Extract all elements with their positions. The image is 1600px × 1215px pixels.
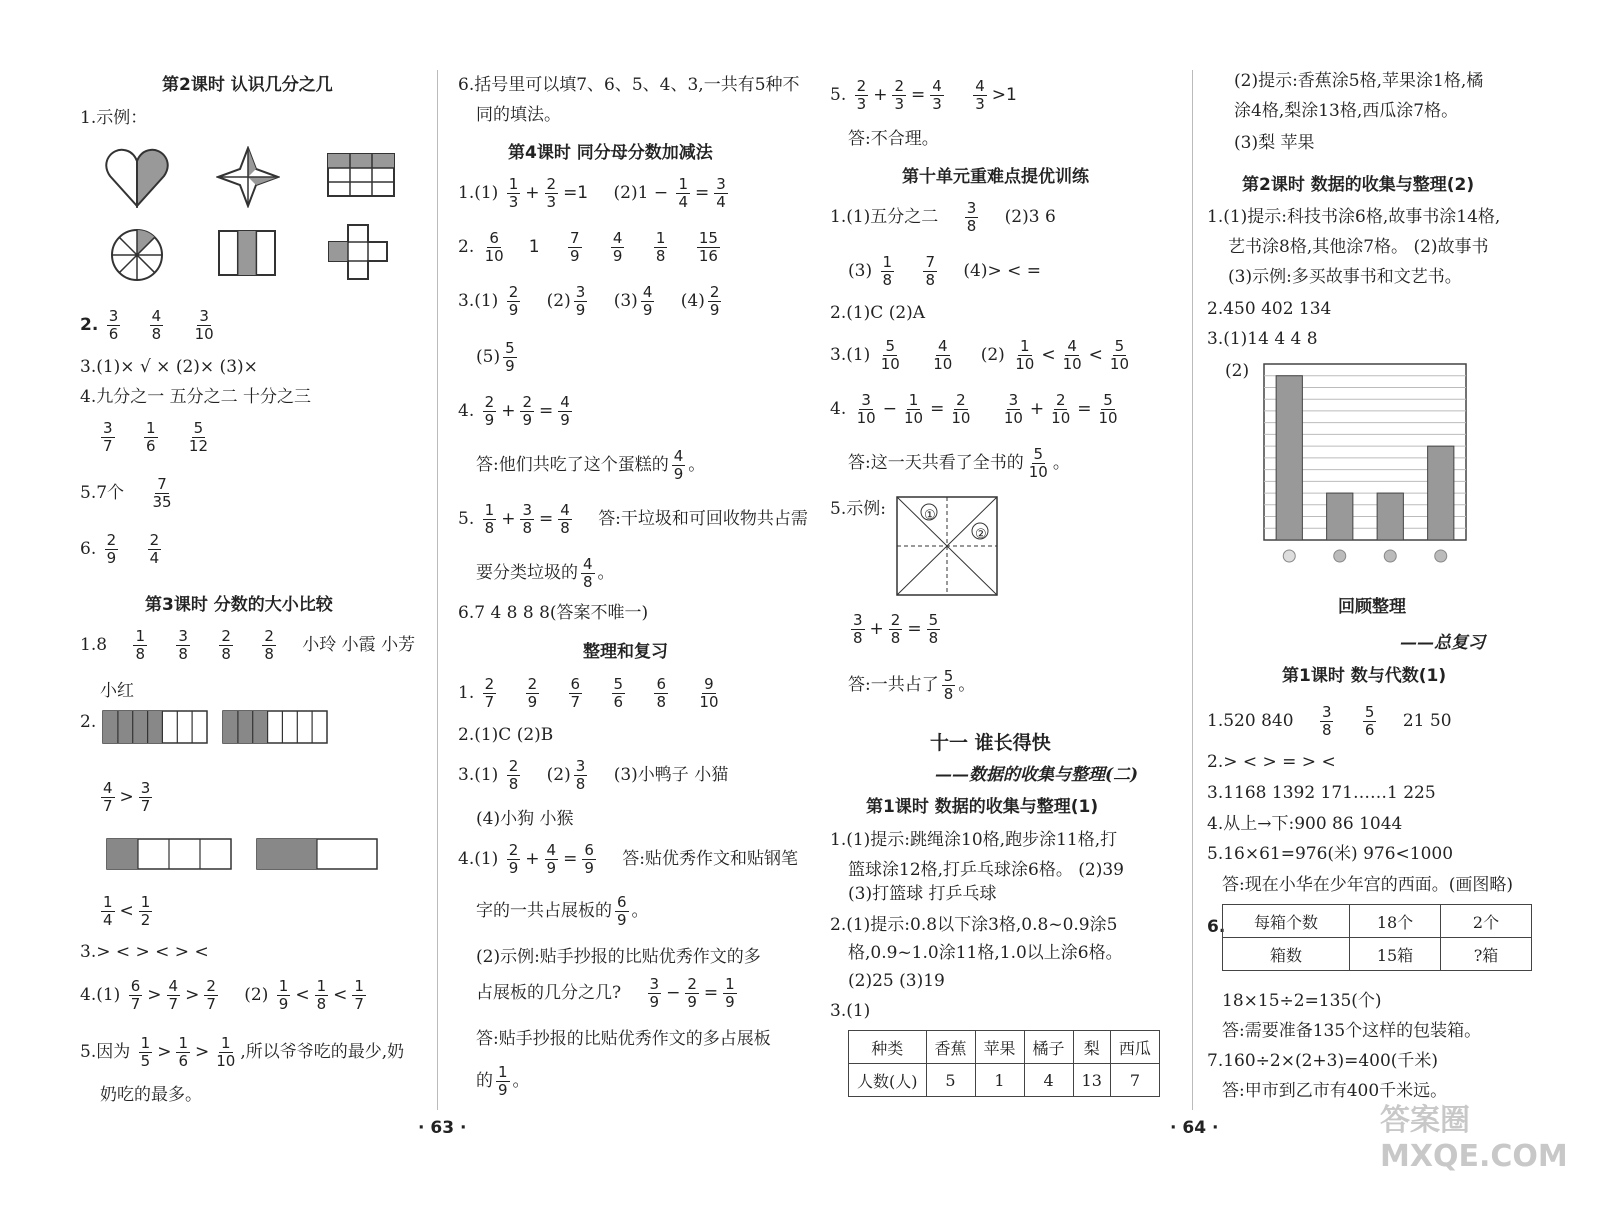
l3-q5-c: 奶吃的最多。	[100, 1085, 202, 1105]
r-q1-label: 1.	[458, 683, 475, 703]
c1-line1: 1.(1)提示:跳绳涂10格,跑步涂11格,打	[830, 830, 1118, 850]
grid-shape	[327, 153, 395, 197]
r7-ans: 答:甲市到乙市有400千米远。	[1222, 1081, 1448, 1101]
r-q4-ans: 答:贴优秀作文和贴钢笔	[622, 849, 798, 869]
l3-q2-compare-b: $\frac{1}{4}$ < $\frac{1}{2}$	[103, 893, 151, 929]
c4-t2: 涂4格,梨涂13格,西瓜涂7格。	[1234, 101, 1459, 121]
q4-line: 4.九分之一 五分之二 十分之三	[80, 387, 312, 407]
l2-q2: 2.450 402 134	[1207, 299, 1332, 319]
r-q4-label: 4.(1)	[458, 849, 499, 869]
l4-q3-e: (5) $\frac{5}{9}$	[476, 339, 515, 375]
l3-q5-a: 5.因为	[80, 1042, 131, 1062]
r6-calc: 18×15÷2=135(个)	[1222, 991, 1382, 1011]
l3-q5: 5.因为 $\frac{1}{5}$ > $\frac{1}{6}$ > $\frac{1}{10}$ ,所以爷爷吃的最少,奶	[80, 1034, 405, 1070]
l4-q3-label: 3.(1)	[458, 291, 499, 311]
l4-q3-d: (4)	[680, 291, 705, 311]
c1-line3: (3)打篮球 打乒乓球	[848, 884, 997, 904]
table-cell: 5	[926, 1064, 975, 1097]
chapter-11-title: 十一 谁长得快	[930, 732, 1051, 754]
u4-label: 4.	[830, 399, 847, 419]
table-cell: 18个	[1350, 905, 1441, 938]
r-q4-answer: 字的一共占展板的 $\frac{6}{9}$ 。	[476, 893, 649, 929]
table-cell: ?箱	[1441, 938, 1532, 971]
r7: 7.160÷2×(2+3)=400(千米)	[1207, 1051, 1439, 1071]
review-title: 整理和复习	[583, 642, 668, 662]
r-q3-mid: (2)	[546, 765, 571, 785]
circle-two-label: ②	[975, 527, 987, 542]
r-q2: 2.(1)C (2)B	[458, 725, 554, 745]
u5-label: 5.示例:	[830, 499, 886, 519]
r1-a: 1.520 840	[1207, 711, 1294, 731]
weather-bar-chart	[1262, 362, 1472, 572]
c2-line3: (2)25 (3)19	[848, 971, 945, 991]
u5-answer: 答:一共占了 $\frac{5}{8}$ 。	[848, 667, 976, 703]
l3-q2-compare-a: $\frac{4}{7}$ > $\frac{3}{7}$	[103, 779, 151, 815]
u5-ans: 答:一共占了	[848, 675, 939, 695]
c3-q5-label: 5.	[830, 85, 847, 105]
lesson3-title: 第3课时 分数的大小比较	[145, 595, 333, 615]
l4-q3: 3.(1) $\frac{2}{9}$ (2) $\frac{3}{9}$ (3) $\frac{4}{9}$ (4) $\frac{2}{9}$	[458, 283, 720, 319]
fraction-bar-a	[102, 710, 208, 744]
table-row	[1223, 938, 1532, 971]
u1-row2: (3) $\frac{1}{8}$ $\frac{7}{8}$ (4)> < =	[848, 253, 1042, 289]
l4-q5: 5. $\frac{1}{8}$ + $\frac{3}{8}$ = $\frac{4}{8}$ 答:干垃圾和可回收物共占需	[458, 501, 808, 537]
box-table	[1222, 904, 1532, 971]
r-q3: 3.(1) $\frac{2}{8}$ (2) $\frac{3}{8}$ (3)小鸭子 小猫	[458, 757, 729, 793]
l4-q5-answer: 要分类垃圾的 $\frac{4}{8}$ 。	[476, 555, 615, 591]
table-cell: 箱数	[1223, 938, 1350, 971]
c3-label: 3.(1)	[830, 1001, 871, 1021]
r-q4-3: 占展板的几分之几? $\frac{3}{9}$ − $\frac{2}{9}$ = $\frac{1}{9}$	[476, 975, 735, 1011]
table-cell: 7	[1110, 1064, 1159, 1097]
r-q1: 1. $\frac{2}{7}$ $\frac{2}{9}$ $\frac{6}{7}$ $\frac{5}{6}$ $\frac{6}{8}$ $\frac{9}{10}$	[458, 675, 719, 711]
l2-q3: 3.(1)14 4 4 8	[1207, 329, 1318, 349]
l4-q5-label: 5.	[458, 509, 475, 529]
u1-c: (3)	[848, 261, 873, 281]
sun-icon	[1283, 550, 1295, 562]
page-number-right: · 64 ·	[1170, 1118, 1219, 1138]
table-cell: 种类	[849, 1031, 927, 1064]
l3-q1-names: 小玲 小霞 小芳	[302, 635, 416, 655]
l2-line1: 1.(1)提示:科技书涂6格,故事书涂14格,	[1207, 207, 1501, 227]
r6-ans: 答:需要准备135个这样的包装箱。	[1222, 1021, 1482, 1041]
l4-q2: 2. $\frac{6}{10}$ 1 $\frac{7}{9}$ $\frac{4}{9}$ $\frac{1}{8}$ $\frac{15}{16}$	[458, 229, 718, 265]
c2-line2: 格,0.9~1.0涂11格,1.0以上涂6格。	[848, 943, 1123, 963]
table-cell: 梨	[1073, 1031, 1110, 1064]
table-cell: 橘子	[1024, 1031, 1073, 1064]
u4: 4. $\frac{3}{10}$ − $\frac{1}{10}$ = $\frac{2}{10}$ $\frac{3}{10}$ + $\frac{2}{10}$ = $\frac{5}{10}$	[830, 391, 1118, 427]
r-q4-5: 的 $\frac{1}{9}$ 。	[476, 1063, 530, 1099]
u3-label: 3.(1)	[830, 345, 871, 365]
r-l1-title: 第1课时 数与代数(1)	[1282, 666, 1447, 686]
l4-q1-label: 1.(1)	[458, 183, 499, 203]
lesson2-title: 第2课时 认识几分之几	[162, 75, 333, 95]
table-cell: 15箱	[1350, 938, 1441, 971]
page-number-left: · 63 ·	[418, 1118, 467, 1138]
rain-icon	[1384, 550, 1396, 562]
fraction-bar-b	[222, 710, 328, 744]
fraction-bar-d	[256, 838, 378, 870]
u5-equation: $\frac{3}{8}$ + $\frac{2}{8}$ = $\frac{5}{8}$	[853, 611, 939, 647]
fraction: $\frac{4}{8}$	[151, 307, 162, 343]
table-cell: 1	[975, 1064, 1024, 1097]
table-cell: 2个	[1441, 905, 1532, 938]
l4-q3-b: (2)	[546, 291, 571, 311]
q4-fractions: $\frac{3}{7}$ $\frac{1}{6}$ $\frac{5}{12}$	[103, 419, 208, 455]
q5-label: 5.7个	[80, 483, 125, 503]
cross-shape	[328, 224, 388, 280]
l3-q1-prefix: 1.8	[80, 635, 108, 655]
watermark: 答案圈 MXQE.COM	[1380, 1103, 1568, 1174]
u1-b: (2)3 6	[1004, 207, 1056, 227]
l4-q4-ans: 答:他们共吃了这个蛋糕的	[476, 455, 669, 475]
u3: 3.(1) $\frac{5}{10}$ $\frac{4}{10}$ (2) $\frac{1}{10}$ < $\frac{4}{10}$ < $\frac{5}{10}$	[830, 337, 1129, 373]
l4-q5-ans: 答:干垃圾和可回收物共占需	[598, 509, 808, 529]
c1-line2: 篮球涂12格,打乒乓球涂6格。 (2)39	[848, 860, 1124, 880]
c3-q5: 5. $\frac{2}{3}$ + $\frac{2}{3}$ = $\frac{4}{3}$ $\frac{4}{3}$ >1	[830, 77, 1017, 113]
l3-q1-line: 1.8 $\frac{1}{8}$ $\frac{3}{8}$ $\frac{2}{8}$ $\frac{2}{8}$ 小玲 小霞 小芳	[80, 627, 416, 663]
l3-q4-mid: (2)	[244, 985, 269, 1005]
r-q4-3-text: 占展板的几分之几?	[476, 983, 622, 1003]
r-q4: 4.(1) $\frac{2}{9}$ + $\frac{4}{9}$ = $\frac{6}{9}$ 答:贴优秀作文和贴钢笔	[458, 841, 798, 877]
r-q4-4: 答:贴手抄报的比贴优秀作文的多占展板	[476, 1029, 771, 1049]
l2-line2: 艺书涂8格,其他涂7格。 (2)故事书	[1228, 237, 1489, 257]
q6-text: 6.括号里可以填7、6、5、4、3,一共有5种不	[458, 75, 800, 95]
c1-title: 第1课时 数据的收集与整理(1)	[866, 797, 1099, 817]
lesson4-title: 第4课时 同分母分数加减法	[508, 143, 713, 163]
r-q3-label: 3.(1)	[458, 765, 499, 785]
u1-a: 1.(1)五分之二	[830, 207, 939, 227]
l3-q3: 3.> < > < > <	[80, 942, 209, 962]
q2-line	[80, 308, 219, 343]
l3-q5-b: ,所以爷爷吃的最少,奶	[240, 1042, 405, 1062]
r1-b: 21 50	[1402, 711, 1452, 731]
r-q4-2: (2)示例:贴手抄报的比贴优秀作文的多	[476, 947, 761, 967]
r5-ans: 答:现在小华在少年宫的西面。(画图略)	[1222, 875, 1513, 895]
c4-t3: (3)梨 苹果	[1234, 133, 1315, 153]
r-q4-ans2: 字的一共占展板的	[476, 901, 612, 921]
table-cell: 苹果	[975, 1031, 1024, 1064]
l3-q4-label: 4.(1)	[80, 985, 121, 1005]
star-shape	[216, 146, 280, 208]
circle-one-label: ①	[924, 508, 936, 523]
l4-q4: 4. $\frac{2}{9}$ + $\frac{2}{9}$ = $\frac{4}{9}$	[458, 393, 570, 429]
chapter-11-subtitle: ——数据的收集与整理(二)	[935, 765, 1139, 785]
table-cell: 4	[1024, 1064, 1073, 1097]
bar	[1276, 376, 1302, 540]
fruit-table	[848, 1030, 1160, 1097]
fraction-bar-c	[106, 838, 232, 870]
table-cell: 西瓜	[1110, 1031, 1159, 1064]
table-row	[1223, 905, 1532, 938]
l3-q2-label: 2.	[80, 712, 97, 732]
l4-q5-ans2: 要分类垃圾的	[476, 563, 578, 583]
c3-q5-ans: 答:不合理。	[848, 129, 939, 149]
u4-ans: 答:这一天共看了全书的	[848, 453, 1024, 473]
r4: 4.从上→下:900 86 1044	[1207, 814, 1403, 834]
r2: 2.> < > = > <	[1207, 752, 1336, 772]
l2-title: 第2课时 数据的收集与整理(2)	[1242, 175, 1475, 195]
l4-q1-mid: (2)1 −	[613, 183, 669, 203]
table-row	[849, 1064, 1160, 1097]
fraction: $\frac{3}{6}$	[108, 307, 119, 343]
q3-line: 3.(1)× √ × (2)× (3)×	[80, 357, 258, 377]
u1-d: (4)> < =	[963, 261, 1042, 281]
cloud-icon	[1334, 550, 1346, 562]
r-q3-tail: (3)小鸭子 小猫	[613, 765, 729, 785]
r3: 3.1168 1392 171……1 225	[1207, 783, 1436, 803]
c2-line1: 2.(1)提示:0.8以下涂3格,0.8~0.9涂5	[830, 915, 1118, 935]
q6-text-b: 同的填法。	[476, 105, 561, 125]
unit-title: 第十单元重难点提优训练	[902, 167, 1089, 187]
bar	[1428, 446, 1454, 540]
q6-label: 6.	[80, 539, 97, 559]
l4-q4-answer: 答:他们共吃了这个蛋糕的 $\frac{4}{9}$ 。	[476, 447, 706, 483]
q2-label: 2.	[80, 315, 99, 335]
fraction: $\frac{3}{10}$	[194, 307, 214, 343]
r-q3-4: (4)小狗 小猴	[476, 809, 574, 829]
l3-q4: 4.(1) $\frac{6}{7}$ > $\frac{4}{7}$ > $\frac{2}{7}$ (2) $\frac{1}{9}$ < $\frac{1}{8}$ < $\frac{1}{7}$	[80, 977, 364, 1013]
l2-line3: (3)示例:多买故事书和文艺书。	[1228, 267, 1462, 287]
u1: 1.(1)五分之二 $\frac{3}{8}$ (2)3 6	[830, 199, 1056, 235]
table-cell: 人数(人)	[849, 1064, 927, 1097]
r5: 5.16×61=976(米) 976<1000	[1207, 844, 1454, 864]
heart-shape	[104, 148, 170, 208]
l4-q6: 6.7 4 8 8 8(答案不唯一)	[458, 603, 649, 623]
r1: 1.520 840 $\frac{3}{8}$ $\frac{5}{6}$ 21 50	[1207, 703, 1452, 739]
table-cell: 每箱个数	[1223, 905, 1350, 938]
q6-line: 6. $\frac{2}{9}$ $\frac{2}{4}$	[80, 531, 160, 567]
q1-label: 1.示例：	[80, 108, 148, 128]
review-subtitle: ——总复习	[1400, 633, 1485, 653]
bar	[1327, 493, 1353, 540]
bar-shape	[218, 230, 276, 276]
l2-q3b: (2)	[1225, 361, 1250, 381]
u3-mid: (2)	[980, 345, 1005, 365]
l4-q2-label: 2.	[458, 237, 475, 257]
u4-answer: 答:这一天共看了全书的 $\frac{5}{10}$ 。	[848, 445, 1070, 481]
r-q4-5-text: 的	[476, 1071, 493, 1091]
review-title: 回顾整理	[1338, 597, 1406, 617]
c4-t1: (2)提示:香蕉涂5格,苹果涂1格,橘	[1234, 71, 1484, 91]
u2: 2.(1)C (2)A	[830, 303, 926, 323]
q5-line: 5.7个 $\frac{7}{35}$	[80, 475, 172, 511]
bar	[1377, 493, 1403, 540]
table-cell: 香蕉	[926, 1031, 975, 1064]
l4-q1: 1.(1) $\frac{1}{3}$ + $\frac{2}{3}$ =1 (2)1 − $\frac{1}{4}$ = $\frac{3}{4}$	[458, 175, 726, 211]
r6-label: 6.	[1207, 917, 1226, 937]
divider	[437, 70, 438, 1110]
pie-shape	[110, 228, 164, 282]
table-cell: 13	[1073, 1064, 1110, 1097]
l4-q3-e-label: (5)	[476, 347, 501, 367]
l3-q1-cont: 小红	[100, 681, 134, 701]
l4-q3-c: (3)	[613, 291, 638, 311]
divider	[1192, 70, 1193, 1110]
overcast-icon	[1435, 550, 1447, 562]
l4-q4-label: 4.	[458, 401, 475, 421]
table-row	[849, 1031, 1160, 1064]
